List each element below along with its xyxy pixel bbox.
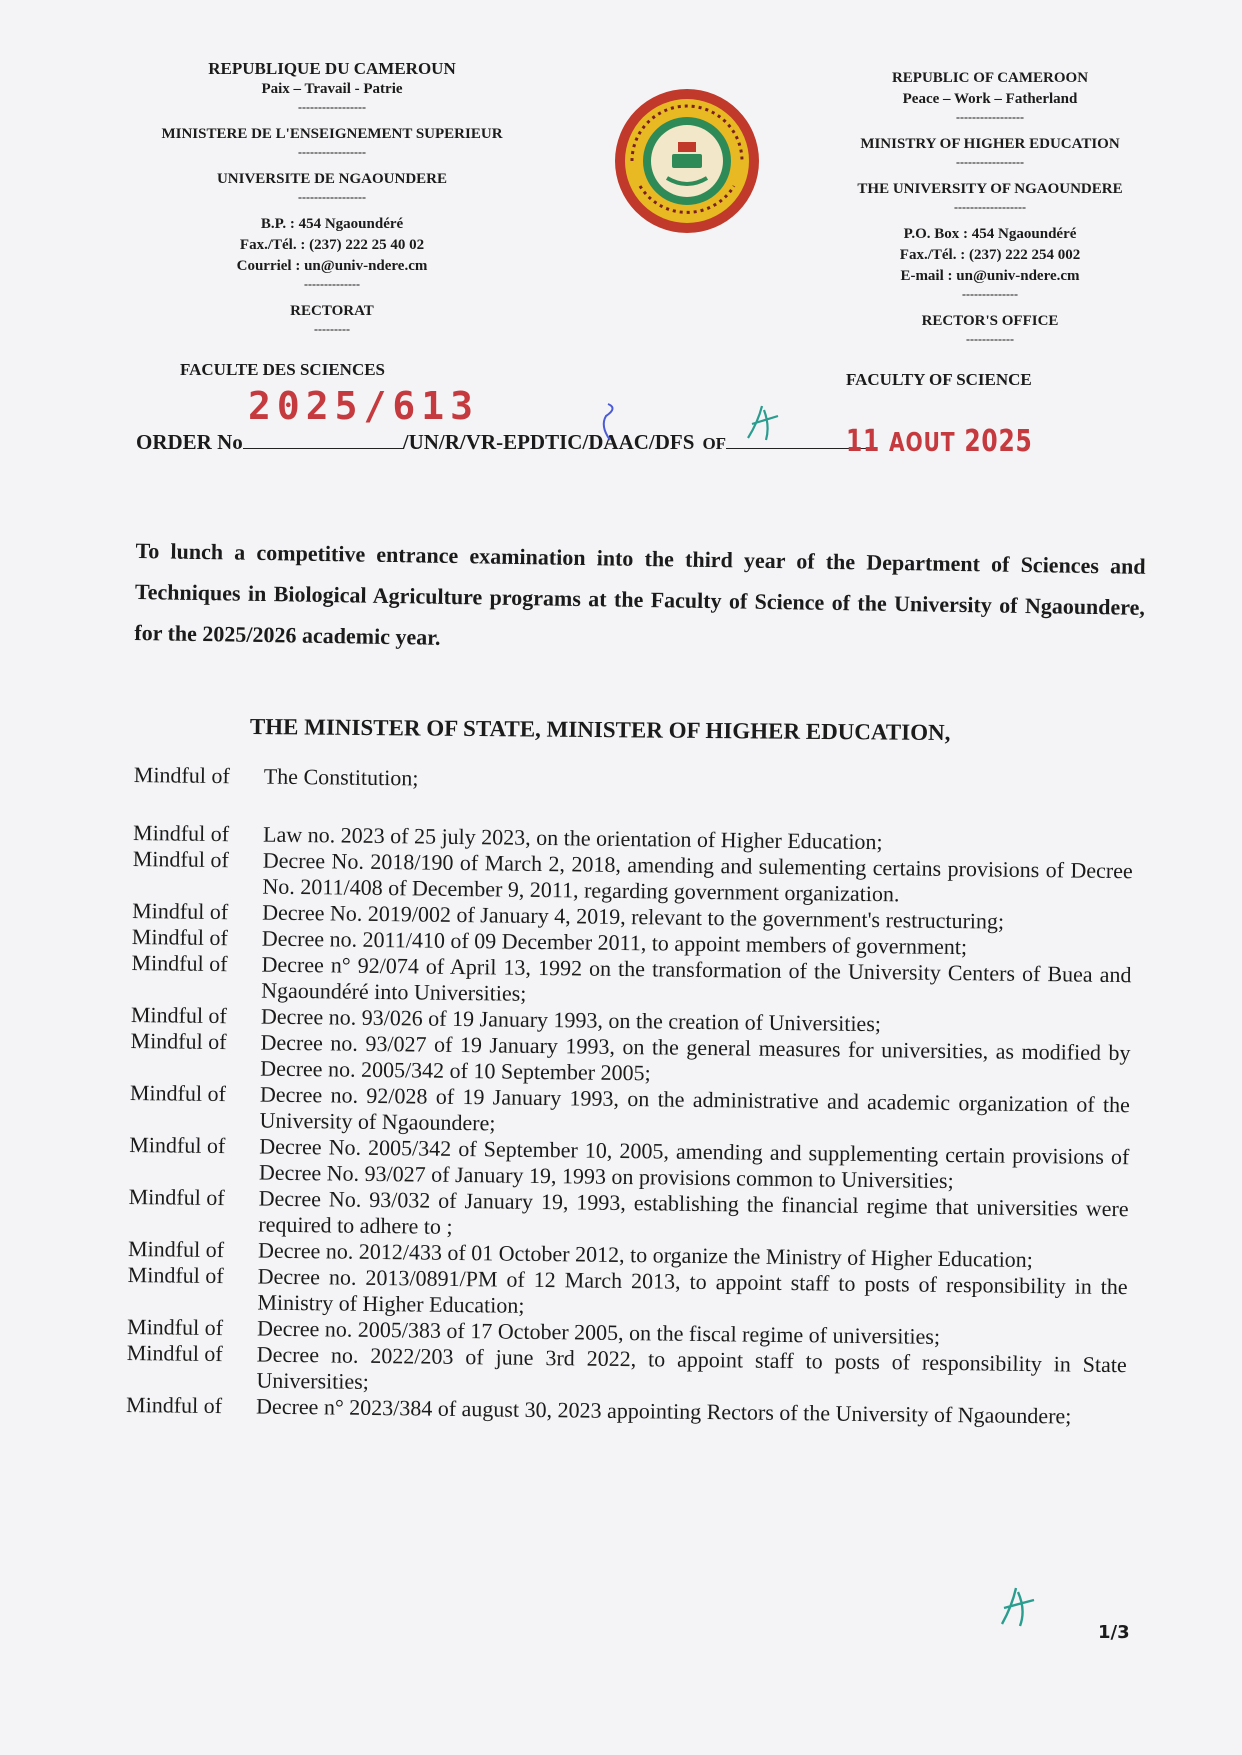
mindful-text: Decree n° 2023/384 of august 30, 2023 appointing Rectors of the University of Ngaoundere; xyxy=(255,1393,1072,1429)
order-reference: /UN/R/VR-EPDTIC/DAAC/DFS xyxy=(402,430,695,454)
university-seal-logo xyxy=(612,86,762,236)
mindful-label: Mindful of xyxy=(132,897,229,925)
mindful-text: Law no. 2023 of 25 july 2023, on the orientation of Higher Education; xyxy=(262,821,883,855)
order-number-blank xyxy=(243,430,403,449)
separator: --------- xyxy=(314,322,350,336)
postal-box-fr: B.P. : 454 Ngaoundéré xyxy=(260,216,404,232)
university-fr: UNIVERSITE DE NGAOUNDERE xyxy=(216,171,448,187)
mindful-text: Decree No. 2018/190 of March 2, 2018, amending and sulementing certains provisions of Decree No. 2011/408 of December 9, 2011, regarding government organization. xyxy=(262,847,1133,907)
email-fr: Courriel : un@univ-ndere.cm xyxy=(236,258,428,274)
postal-box-en: P.O. Box : 454 Ngaoundéré xyxy=(903,226,1077,242)
university-en: THE UNIVERSITY OF NGAOUNDERE xyxy=(857,181,1123,197)
mindful-label: Mindful of xyxy=(130,1027,227,1055)
mindful-text: Decree no. 2012/433 of 01 October 2012, to organize the Ministry of Higher Education; xyxy=(257,1237,1034,1273)
header-left xyxy=(112,58,552,336)
faculty-fr: FACULTE DES SCIENCES xyxy=(180,360,386,379)
mindful-text: Decree no. 2013/0891/PM of 12 March 2013, to appoint staff to posts of responsibility in the Ministry of Higher Education; xyxy=(257,1263,1128,1318)
mindful-label: Mindful of xyxy=(131,949,228,977)
mindful-text: Decree No. 93/032 of January 19, 1993, establishing the financial regime that universities were required to adhere to ; xyxy=(258,1185,1129,1239)
header-right xyxy=(800,68,1180,346)
mindful-text: Decree n° 92/074 of April 13, 1992 on the transformation of the University Centers of Buea and Ngaoundéré into Universities; xyxy=(261,951,1132,1006)
separator: ----------------- xyxy=(298,190,366,204)
office-fr: RECTORAT xyxy=(290,303,374,319)
mindful-label: Mindful of xyxy=(129,1131,226,1159)
order-title: To lunch a competitive entrance examination into the third year of the Department of Sciences and Techniques in Biological Agriculture programs at the Faculty of Science of the University of Ngaoundere, for the 2025/2026 academic year. xyxy=(134,537,1146,650)
mindful-text: Decree no. 93/027 of 19 January 1993, on the general measures for universities, as modified by Decree no. 2005/342 of 10 September 2005; xyxy=(260,1029,1131,1086)
page-number: 1/3 xyxy=(1098,1622,1130,1643)
mindful-list xyxy=(126,762,1134,1430)
ministry-en: MINISTRY OF HIGHER EDUCATION xyxy=(860,136,1120,152)
mindful-label: Mindful of xyxy=(129,1079,227,1107)
country-en: REPUBLIC OF CAMEROON xyxy=(891,70,1089,86)
order-number-stamp: 2025/613 xyxy=(248,384,480,428)
separator: -------------- xyxy=(962,287,1018,301)
mindful-label: Mindful of xyxy=(132,845,229,873)
mindful-label: Mindful of xyxy=(127,1235,225,1263)
faculty-en: FACULTY OF SCIENCE xyxy=(846,370,1032,389)
separator: -------------- xyxy=(304,277,360,291)
fax-fr: Fax./Tél. : (237) 222 25 40 02 xyxy=(239,237,425,253)
mindful-label: Mindful of xyxy=(125,1391,223,1419)
order-date-year: 2025 xyxy=(964,424,1033,459)
green-initials-signature xyxy=(992,1582,1042,1632)
email-en: E-mail : un@univ-ndere.cm xyxy=(900,268,1080,284)
mindful-label: Mindful of xyxy=(127,1261,224,1289)
handwritten-mark xyxy=(588,400,628,446)
ministry-fr: MINISTERE DE L'ENSEIGNEMENT SUPERIEUR xyxy=(161,126,503,142)
minister-heading: THE MINISTER OF STATE, MINISTER OF HIGHER EDUCATION, xyxy=(249,714,951,746)
mindful-text: Decree no. 2011/410 of 09 December 2011, to appoint members of government; xyxy=(261,925,968,960)
mindful-label: Mindful of xyxy=(131,923,228,951)
motto-en: Peace – Work – Fatherland xyxy=(902,91,1078,107)
country-fr: REPUBLIQUE DU CAMEROUN xyxy=(208,59,456,78)
order-of-label: OF xyxy=(702,434,727,453)
list-item xyxy=(134,762,1134,800)
green-initial-mark xyxy=(740,402,786,446)
office-en: RECTOR'S OFFICE xyxy=(921,313,1059,329)
separator: ----------------- xyxy=(956,155,1024,169)
mindful-text: Decree No. 2019/002 of January 4, 2019, relevant to the government's restructuring; xyxy=(262,899,1005,934)
motto-fr: Paix – Travail - Patrie xyxy=(261,81,403,97)
separator: ----------------- xyxy=(956,110,1024,124)
mindful-label: Mindful of xyxy=(126,1313,224,1341)
separator: ----------------- xyxy=(298,145,366,159)
fax-en: Fax./Tél. : (237) 222 254 002 xyxy=(899,247,1081,263)
mindful-text: Decree no. 2005/383 of 17 October 2005, on the fiscal regime of universities; xyxy=(256,1315,941,1349)
mindful-text: The Constitution; xyxy=(263,763,419,791)
mindful-label: Mindful of xyxy=(130,1001,228,1029)
mindful-label: Mindful of xyxy=(126,1339,223,1367)
mindful-text: Decree no. 92/028 of 19 January 1993, on the administrative and academic organization of the University of Ngaoundere; xyxy=(259,1081,1131,1136)
order-date-day: 11 xyxy=(846,424,881,459)
separator: ------------------ xyxy=(954,200,1026,214)
mindful-text: Decree no. 2022/203 of june 3rd 2022, to appoint staff to posts of responsibility in State Universities; xyxy=(256,1341,1127,1394)
mindful-text: Decree No. 2005/342 of September 10, 2005, amending and supplementing certain provisions of Decree No. 93/027 of January 19, 1993 on provisions common to Universities; xyxy=(258,1133,1130,1194)
separator: ----------------- xyxy=(298,100,366,114)
order-date-stamp xyxy=(846,424,1033,459)
order-date-month: AOUT xyxy=(889,428,956,458)
separator: ------------ xyxy=(966,332,1014,346)
mindful-text: Decree no. 93/026 of 19 January 1993, on the creation of Universities; xyxy=(260,1003,882,1037)
order-label: ORDER No xyxy=(136,430,243,454)
mindful-label: Mindful of xyxy=(128,1183,225,1211)
mindful-label: Mindful of xyxy=(133,762,230,789)
mindful-label: Mindful of xyxy=(132,819,230,847)
